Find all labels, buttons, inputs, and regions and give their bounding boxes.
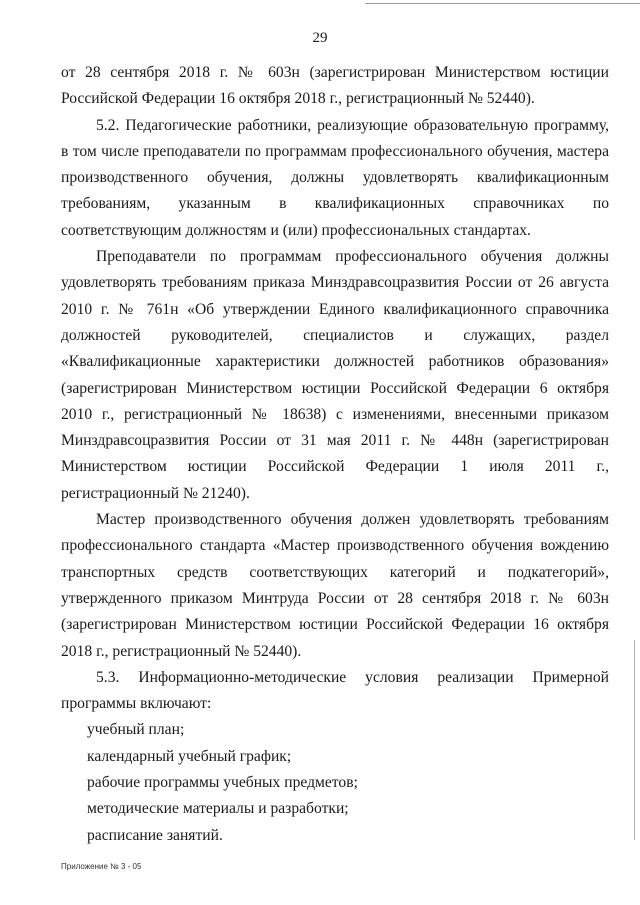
list-item: учебный план; — [87, 721, 185, 739]
list-item: расписание занятий. — [87, 826, 223, 844]
footer-note: Приложение № 3 - 05 — [61, 862, 142, 871]
list-item: календарный учебный график; — [87, 747, 292, 765]
page-number: 29 — [312, 30, 328, 46]
scan-edge-line — [365, 3, 640, 4]
paragraph-5-2: 5.2. Педагогические работники, реализующие образовательную программу, в том числе преподаватели по программам профессионального обучения, мастера производственного обучения, должны удовлетворять квалификационным требованиям, указанным в квалификационных справочниках по соответствующим должностям и (или) профессиональных стандартах. — [61, 116, 609, 239]
list-item: методические материалы и разработки; — [87, 800, 349, 818]
paragraph-teachers: Преподаватели по программам профессионального обучения должны удовлетворять требованиям приказа Минздравсоцразвития России от 26 августа 2010 г. № 761н «Об утверждении Единого квалификационного справочника должностей руководителей, специалистов и служащих, раздел «Квалификационные характеристики должностей работников образования» (зарегистрирован Министерством юстиции Российской Федерации 6 октября 2010 г., регистрационный № 18638) с изменениями, внесенными приказом Минздравсоцразвития России от 31 мая 2011 г. № 448н (зарегистрирован Министерством юстиции Российской Федерации 1 июля 2011 г., регистрационный № 21240). — [61, 248, 609, 502]
paragraph-5-3: 5.3. Информационно-методические условия реализации Примерной программы включают: — [61, 668, 609, 713]
document-body — [61, 60, 609, 849]
scan-edge-line-right — [634, 640, 635, 840]
paragraph-master: Мастер производственного обучения должен удовлетворять требованиям профессионального стандарта «Мастер производственного обучения вождению транспортных средств соответствующих категорий и подкатегорий», утвержденного приказом Минтруда России от 28 сентября 2018 г. № 603н (зарегистрирован Министерством юстиции Российской Федерации 16 октября 2018 г., регистрационный № 52440). — [61, 511, 609, 660]
list-item: рабочие программы учебных предметов; — [87, 774, 358, 792]
paragraph-continuation: от 28 сентября 2018 г. № 603н (зарегистрирован Министерством юстиции Российской Федерации 16 октября 2018 г., регистрационный № 52440). — [61, 64, 609, 108]
